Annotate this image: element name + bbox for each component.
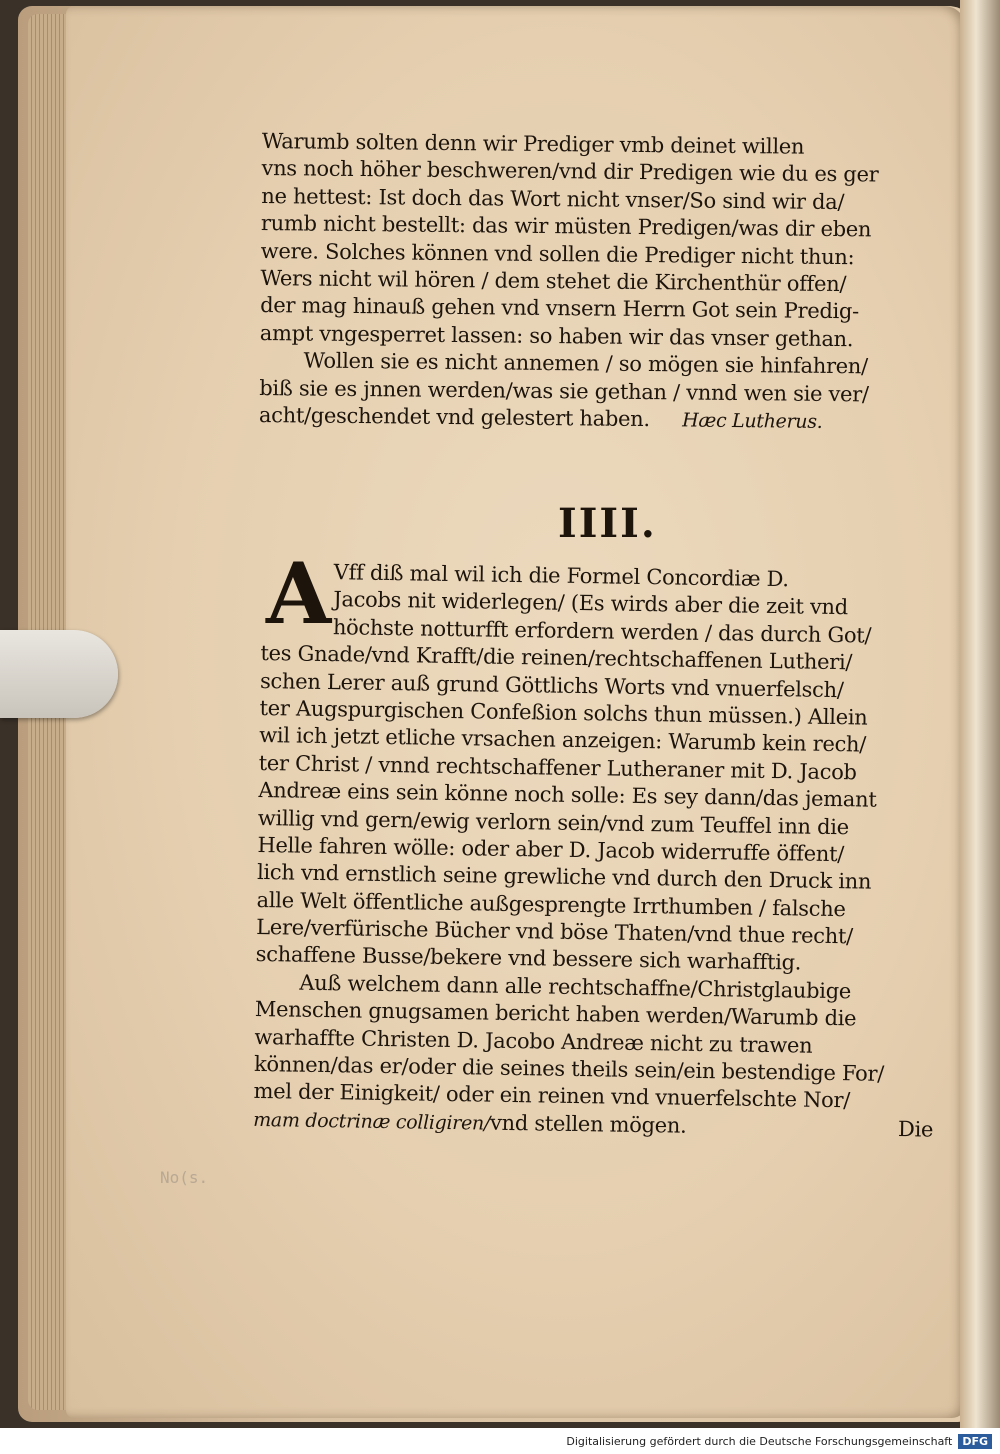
text-fragment: vnd stellen mögen. xyxy=(489,1110,687,1138)
text-line: vns noch höher beschweren/vnd dir Predigen wie du es ger xyxy=(261,156,879,187)
text-line: biß sie es jnnen werden/was sie gethan / vnnd wen sie ver/ xyxy=(259,375,869,406)
catchword: Die xyxy=(897,1116,934,1142)
text-fragment: acht/geschendet vnd gelestert haben. xyxy=(258,402,650,431)
margin-stamp: No(s. xyxy=(160,1168,209,1187)
text-line: rumb nicht bestellt: das wir müsten Predigen/was dir eben xyxy=(260,211,872,242)
page-clip xyxy=(0,630,118,718)
text-line: Andreæ eins sein könne noch solle: Es sey dann/das jemant xyxy=(258,778,877,812)
text-line: Auß welchem dann alle rechtschaffne/Christglaubige xyxy=(299,970,852,1004)
section-heading: IIII. xyxy=(558,500,657,547)
text-line: der mag hinauß gehen vnd vnsern Herrn Got sein Predig- xyxy=(260,293,860,324)
text-line: ter Augspurgischen Confeßion solchs thun müssen.) Allein xyxy=(259,695,868,730)
text-line: warhaffte Christen D. Jacobo Andreæ nicht zu trawen xyxy=(254,1024,813,1058)
paragraph-2 xyxy=(253,558,952,1144)
footer-credit: Digitalisierung gefördert durch die Deutsche Forschungsgemeinschaft xyxy=(566,1434,953,1448)
text-line: können/das er/oder die seines theils sein/ein bestendige For/ xyxy=(253,1051,885,1086)
text-line: Wollen sie es nicht annemen / so mögen sie hinfahren/ xyxy=(303,348,869,379)
text-line: wil ich jetzt etliche vrsachen anzeigen: Warumb kein rech/ xyxy=(259,723,867,757)
paragraph-1 xyxy=(259,128,952,437)
facing-page-edge xyxy=(960,0,1000,1428)
text-line: Warumb solten denn wir Prediger vmb deinet willen xyxy=(261,128,805,159)
text-line: schaffene Busse/bekere vnd bessere sich warhafftig. xyxy=(255,942,802,975)
text-line: Helle fahren wölle: oder aber D. Jacob widerruffe öffent/ xyxy=(257,832,845,867)
text-line: ampt vngesperret lassen: so haben wir das vnser gethan. xyxy=(259,320,854,351)
dfg-logo: DFG xyxy=(958,1434,992,1449)
text-line: ne hettest: Ist doch das Wort nicht vnser/So sind wir da/ xyxy=(261,183,845,214)
latin-note: Hæc Lutherus. xyxy=(682,409,823,433)
text-line: lich vnd ernstlich seine grewliche vnd durch den Druck inn xyxy=(256,860,872,894)
text-line: Jacobs nit widerlegen/ (Es wirds aber die zeit vnd xyxy=(333,587,849,620)
text-line: Lere/verfürische Bücher vnd böse Thaten/vnd thue recht/ xyxy=(256,915,854,949)
latin-fragment: mam doctrinæ colligiren/ xyxy=(253,1108,491,1135)
text-line: Menschen gnugsamen bericht haben werden/Warumb die xyxy=(254,997,857,1031)
text-line: alle Welt öffentliche außgesprengte Irrthumben / falsche xyxy=(256,887,846,921)
text-line: tes Gnade/vnd Krafft/die reinen/rechtschaffenen Lutheri/ xyxy=(260,641,853,675)
text-line: ter Christ / vnnd rechtschaffener Lutheraner mit D. Jacob xyxy=(258,750,857,785)
text-line: Wers nicht wil hören / dem stehet die Kirchenthür offen/ xyxy=(260,265,847,297)
text-line: willig vnd gern/ewig verlorn sein/vnd zum Teuffel inn die xyxy=(257,805,850,839)
text-line: mel der Einigkeit/ oder ein reinen vnd vnuerfelschte Nor/ xyxy=(253,1079,851,1113)
text-line: höchste notturfft erfordern werden / das durch Got/ xyxy=(332,614,872,648)
text-line: were. Solches können vnd sollen die Prediger nicht thun: xyxy=(260,238,855,269)
drop-cap: A xyxy=(266,544,332,643)
footer-bar xyxy=(0,1428,1000,1454)
text-line: Vff diß mal wil ich die Formel Concordiæ D. xyxy=(333,560,789,592)
text-line: schen Lerer auß grund Göttlichs Worts vnd vnuerfelsch/ xyxy=(259,668,844,702)
